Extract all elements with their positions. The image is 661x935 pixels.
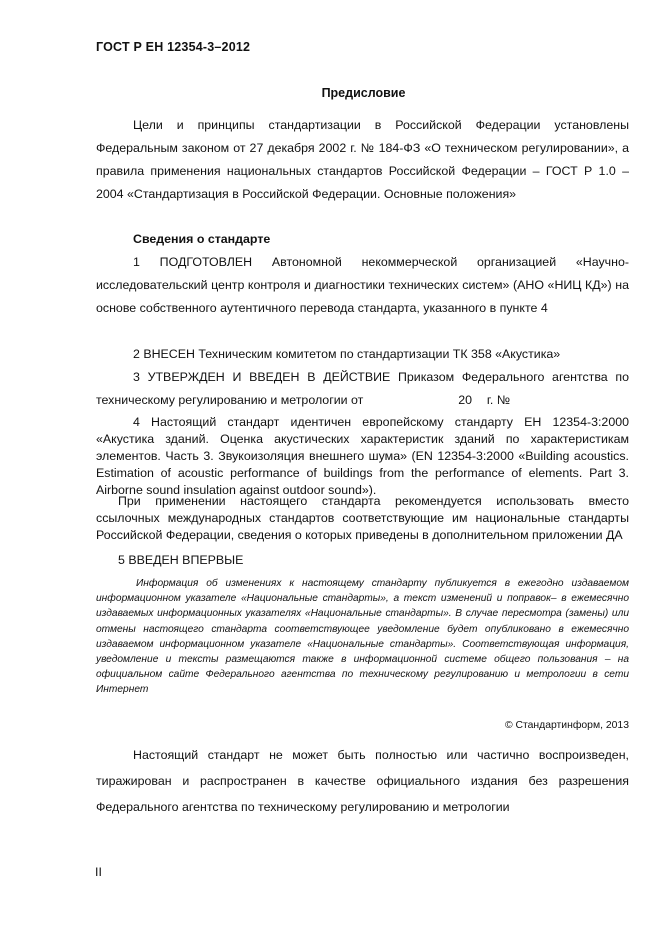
item-3-text: 3 УТВЕРЖДЕН И ВВЕДЕН В ДЕЙСТВИЕ Приказом Федерального агентства по техническому регулированию и метрологии от — [96, 370, 629, 407]
item-2-paragraph: 2 ВНЕСЕН Техническим комитетом по стандартизации ТК 358 «Акустика» — [133, 347, 561, 361]
intro-paragraph: Цели и принципы стандартизации в Российской Федерации установлены Федеральным законом от 27 декабря 2002 г. № 184-ФЗ «О техническом регулировании», а правила применения национальных стандартов Российской Федерации – ГОСТ Р 1.0 – 2004 «Стандартизация в Российской Федерации. Основные положения» — [96, 118, 629, 201]
info-notice: Информация об изменениях к настоящему стандарту публикуется в ежегодно издаваемом информационном указателе «Национальные стандарты», а текст изменений и поправок– в ежемесячно издаваемых информационных указателях «Национальные стандарты». В случае пересмотра (замены) или отмены настоящего стандарта соответствующее уведомление будет опубликовано в ежемесячно издаваемом информационном указателе «Национальные стандарты». Соответствующая информация, уведомление и тексты размещаются также в информационной системе общего пользования – на официальном сайте Федерального агентства по техническому регулированию и метрологии в сети Интернет — [96, 578, 629, 696]
page-title: Предисловие — [321, 86, 406, 100]
document-header: ГОСТ Р ЕН 12354-3–2012 — [96, 40, 251, 54]
page-number: II — [95, 865, 102, 879]
item-1-paragraph: 1 ПОДГОТОВЛЕН Автономной некоммерческой организацией «Научно-исследовательский центр контроля и диагностики технических систем» (АНО «НИЦ КД») на основе собственного аутентичного перевода стандарта, указанного в пункте 4 — [96, 255, 629, 315]
item-3-paragraph — [96, 366, 629, 412]
copyright: © Стандартинформ, 2013 — [504, 720, 629, 731]
section-heading: Сведения о стандарте — [133, 232, 271, 246]
item-3-number-label: г. № — [486, 393, 511, 407]
item-5-paragraph: 5 ВВЕДЕН ВПЕРВЫЕ — [118, 553, 244, 567]
item-4-paragraph: 4 Настоящий стандарт идентичен европейскому стандарту ЕН 12354-3:2000 «Акустика зданий. Оценка акустических характеристик зданий по характеристикам элементов. Часть 3. Звукоизоляция внешнего шума» (EN 12354-3:2000 «Building acoustics. Estimation of acoustic performance of buildings from the performance of elements. Part 3. Airborne sound insulation against outdoor sound»). — [96, 415, 629, 497]
item-4-note: При применении настоящего стандарта рекомендуется использовать вместо ссылочных международных стандартов соответствующие им национальные стандарты Российской Федерации, сведения о которых приведены в дополнительном приложении ДА — [96, 494, 629, 542]
item-3-year: 20 — [458, 393, 473, 407]
reproduction-notice: Настоящий стандарт не может быть полностью или частично воспроизведен, тиражирован и распространен в качестве официального издания без разрешения Федерального агентства по техническому регулированию и метрологии — [96, 748, 629, 814]
